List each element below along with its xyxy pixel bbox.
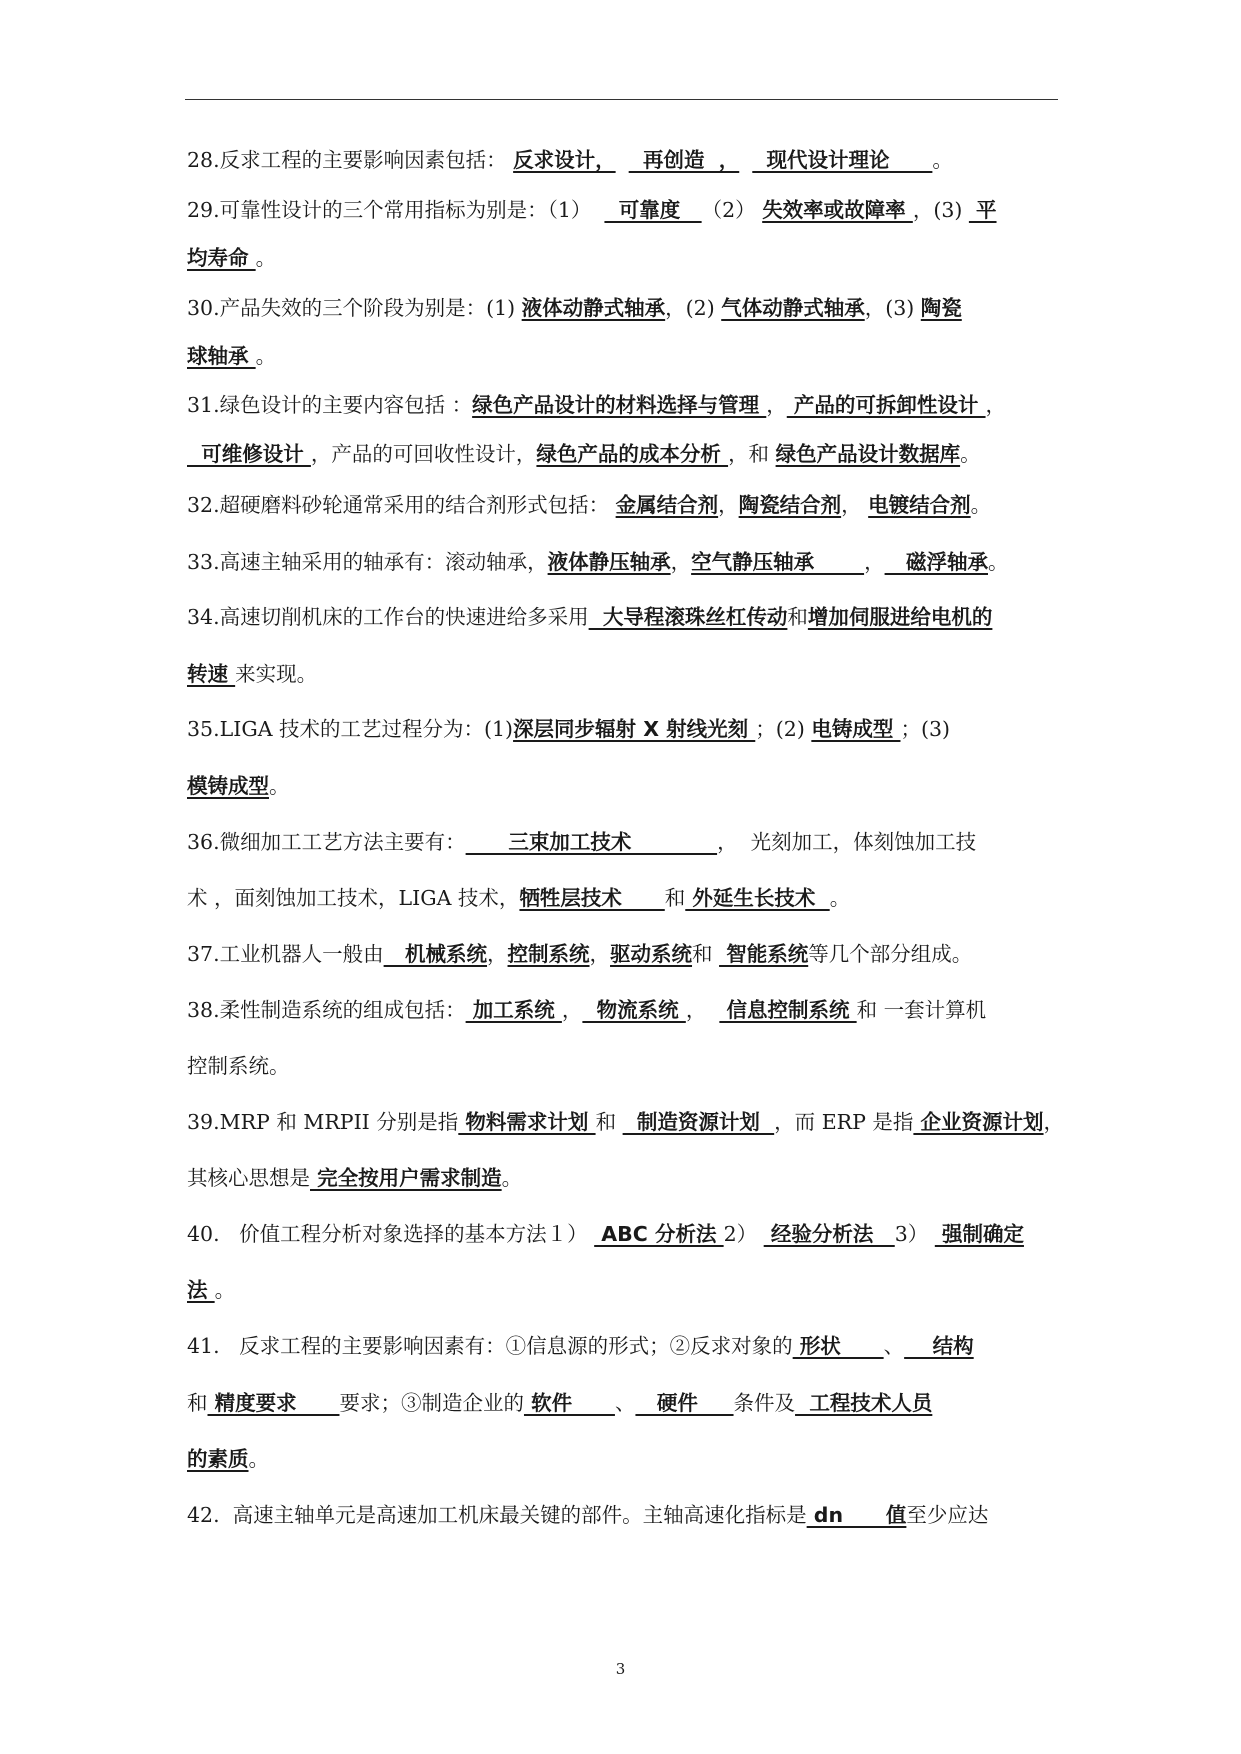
question-text: ；(2) bbox=[755, 717, 812, 741]
text-line bbox=[187, 1445, 269, 1473]
question-text: 来实现。 bbox=[235, 662, 318, 686]
answer-text: 绿色产品设计数据库 bbox=[775, 442, 961, 466]
question-text: （2） bbox=[701, 198, 763, 222]
text-line bbox=[187, 440, 981, 468]
text-line bbox=[187, 1164, 522, 1192]
answer-text: 信息控制系统 bbox=[719, 998, 857, 1022]
question-text: 和 一套计算机 bbox=[856, 998, 987, 1022]
question-text: ， 光刻加工，体刻蚀加工技 bbox=[717, 830, 977, 854]
answer-text: 三束加工技术 bbox=[465, 830, 718, 854]
question-text: 至少应达 bbox=[906, 1503, 989, 1527]
text-line bbox=[187, 146, 953, 174]
answer-text: 强制确定 bbox=[934, 1222, 1024, 1246]
answer-text: 转速 bbox=[187, 662, 236, 686]
answer-text: 牺牲层技术 bbox=[519, 886, 665, 910]
answer-text: 硬件 bbox=[635, 1391, 734, 1415]
text-line bbox=[187, 828, 976, 856]
answer-text: 反求设计， bbox=[513, 148, 616, 172]
answer-text: 法 bbox=[187, 1278, 215, 1302]
question-text: 。 bbox=[214, 1278, 236, 1302]
answer-text: 失效率或故障率 bbox=[762, 198, 913, 222]
answer-text: 制造资源计划 bbox=[622, 1110, 775, 1134]
answer-text: 智能系统 bbox=[719, 942, 809, 966]
answer-text: 绿色产品设计的材料选择与管理 bbox=[472, 393, 767, 417]
answer-text: 空气静压轴承 bbox=[691, 550, 865, 574]
answer-text: 液体动静式轴承 bbox=[521, 296, 666, 320]
question-text: 30.产品失效的三个阶段为别是：(1) bbox=[187, 296, 522, 320]
answer-text: 企业资源计划 bbox=[913, 1110, 1044, 1134]
question-text: ， bbox=[487, 942, 508, 966]
question-text: ，和 bbox=[728, 442, 776, 466]
answer-text: 平 bbox=[968, 198, 997, 222]
text-line bbox=[187, 603, 992, 631]
text-line bbox=[187, 996, 986, 1024]
text-line bbox=[187, 391, 1006, 419]
answer-text: 控制系统 bbox=[507, 942, 590, 966]
text-line bbox=[187, 1389, 932, 1417]
answer-text: 驱动系统 bbox=[610, 942, 693, 966]
question-text: 和 bbox=[692, 942, 720, 966]
text-line bbox=[187, 196, 997, 224]
question-text: 、 bbox=[614, 1391, 636, 1415]
answer-text: 物流系统 bbox=[582, 998, 686, 1022]
answer-text: 软件 bbox=[523, 1391, 615, 1415]
answer-text: dn 值 bbox=[806, 1503, 907, 1527]
question-text: 。 bbox=[960, 442, 981, 466]
text-line bbox=[187, 1276, 235, 1304]
text-line bbox=[187, 548, 1009, 576]
text-line bbox=[187, 342, 276, 370]
page-number: 3 bbox=[615, 1660, 626, 1678]
question-text: ，而 ERP 是指 bbox=[774, 1110, 914, 1134]
question-text: 32.超硬磨料砂轮通常采用的结合剂形式包括： bbox=[187, 493, 616, 517]
answer-text: 陶瓷结合剂 bbox=[738, 493, 842, 517]
text-line bbox=[187, 940, 972, 968]
answer-text: 机械系统 bbox=[383, 942, 488, 966]
answer-text: 形状 bbox=[792, 1334, 884, 1358]
question-text: 和 bbox=[187, 1391, 208, 1415]
answer-text: 产品的可拆卸性设计 bbox=[786, 393, 986, 417]
question-text: 要求；③制造企业的 bbox=[339, 1391, 524, 1415]
answer-text: 外延生长技术 bbox=[685, 886, 830, 910]
answer-text: 模铸成型 bbox=[187, 774, 269, 798]
question-text: ， bbox=[589, 942, 611, 966]
answer-text: 精度要求 bbox=[207, 1391, 340, 1415]
answer-text: ABC 分析法 bbox=[594, 1222, 724, 1246]
question-text: 。 bbox=[829, 886, 851, 910]
question-text: 和 bbox=[664, 886, 686, 910]
question-text: 36.微细加工工艺方法主要有： bbox=[187, 830, 466, 854]
question-text: ，产品的可回收性设计， bbox=[310, 442, 537, 466]
question-text: 40. 价值工程分析对象选择的基本方法１） bbox=[187, 1222, 595, 1246]
question-text: 2） bbox=[723, 1222, 764, 1246]
question-text: ，(3) bbox=[912, 198, 969, 222]
answer-text: 再创造 ， bbox=[628, 148, 740, 172]
question-text bbox=[739, 148, 752, 172]
question-text: ， bbox=[841, 493, 869, 517]
question-text: 。 bbox=[988, 550, 1009, 574]
question-text: 。 bbox=[255, 246, 277, 270]
answer-text: 深层同步辐射 X 射线光刻 bbox=[513, 717, 756, 741]
text-line bbox=[187, 884, 850, 912]
answer-text: 电铸成型 bbox=[811, 717, 901, 741]
answer-text: 球轴承 bbox=[187, 344, 256, 368]
answer-text: 可靠度 bbox=[604, 198, 702, 222]
question-text: 和 bbox=[787, 605, 808, 629]
question-text: 42. 高速主轴单元是高速加工机床最关键的部件。主轴高速化指标是 bbox=[187, 1503, 807, 1527]
text-line bbox=[187, 715, 950, 743]
answer-text: 增加伺服进给电机的 bbox=[807, 605, 993, 629]
answer-text: 工程技术人员 bbox=[795, 1391, 933, 1415]
question-text: ， bbox=[766, 393, 787, 417]
question-text: 条件及 bbox=[733, 1391, 796, 1415]
question-text: 3） bbox=[894, 1222, 935, 1246]
text-line bbox=[187, 772, 290, 800]
question-text: 。 bbox=[970, 493, 992, 517]
text-line bbox=[187, 244, 276, 272]
question-text: ， bbox=[670, 550, 692, 574]
text-line bbox=[187, 1052, 290, 1080]
question-text: 33.高速主轴采用的轴承有：滚动轴承， bbox=[187, 550, 548, 574]
question-text: ， bbox=[561, 998, 583, 1022]
question-text: 其核心思想是 bbox=[187, 1166, 310, 1190]
question-text: 31.绿色设计的主要内容包括 ： bbox=[187, 393, 473, 417]
answer-text: 的素质 bbox=[187, 1447, 249, 1471]
question-text: 28.反求工程的主要影响因素包括： bbox=[187, 148, 514, 172]
question-text: 等几个部分组成。 bbox=[808, 942, 973, 966]
question-text: 。 bbox=[248, 1447, 269, 1471]
question-text: ， bbox=[685, 998, 720, 1022]
question-text: 。 bbox=[932, 148, 953, 172]
answer-text: 经验分析法 bbox=[763, 1222, 895, 1246]
answer-text: 均寿命 bbox=[187, 246, 256, 270]
question-text: ， bbox=[1043, 1110, 1065, 1134]
answer-text: 完全按用户需求制造 bbox=[310, 1166, 502, 1190]
question-text: ，(3) bbox=[864, 296, 921, 320]
question-text: ，(2) bbox=[665, 296, 722, 320]
answer-text: 大导程滚珠丝杠传动 bbox=[588, 605, 788, 629]
question-text: 35.LIGA 技术的工艺过程分为：(1) bbox=[187, 717, 514, 741]
question-text: 41. 反求工程的主要影响因素有：①信息源的形式；②反求对象的 bbox=[187, 1334, 793, 1358]
question-text: 。 bbox=[501, 1166, 523, 1190]
answer-text: 绿色产品的成本分析 bbox=[536, 442, 729, 466]
question-text: 34.高速切削机床的工作台的快速进给多采用 bbox=[187, 605, 589, 629]
question-text: 、 bbox=[883, 1334, 905, 1358]
answer-text: 液体静压轴承 bbox=[547, 550, 671, 574]
question-text: ， bbox=[864, 550, 885, 574]
answer-text: 可维修设计 bbox=[187, 442, 311, 466]
question-text: 。 bbox=[255, 344, 277, 368]
answer-text: 结构 bbox=[904, 1334, 974, 1358]
answer-text: 现代设计理论 bbox=[752, 148, 933, 172]
question-text: 39.MRP 和 MRPII 分别是指 bbox=[187, 1110, 459, 1134]
answer-text: 加工系统 bbox=[465, 998, 562, 1022]
header-rule bbox=[185, 99, 1058, 100]
text-line bbox=[187, 294, 962, 322]
answer-text: 陶瓷 bbox=[920, 296, 962, 320]
answer-text: 电镀结合剂 bbox=[868, 493, 971, 517]
text-line bbox=[187, 660, 317, 688]
question-text: 。 bbox=[269, 774, 290, 798]
text-line bbox=[187, 491, 991, 519]
question-text: 控制系统。 bbox=[187, 1054, 290, 1078]
text-line bbox=[187, 1332, 974, 1360]
text-line bbox=[187, 1108, 1064, 1136]
text-line bbox=[187, 1220, 1024, 1248]
answer-text: 磁浮轴承 bbox=[884, 550, 988, 574]
question-text bbox=[616, 148, 629, 172]
question-text: 和 bbox=[595, 1110, 623, 1134]
answer-text: 金属结合剂 bbox=[615, 493, 719, 517]
question-text: 38.柔性制造系统的组成包括： bbox=[187, 998, 466, 1022]
question-text: 29.可靠性设计的三个常用指标为别是：（1） bbox=[187, 198, 605, 222]
question-text: ， bbox=[985, 393, 1007, 417]
question-text: 术 ，面刻蚀加工技术，LIGA 技术， bbox=[187, 886, 520, 910]
question-text: 37.工业机器人一般由 bbox=[187, 942, 384, 966]
answer-text: 气体动静式轴承 bbox=[721, 296, 865, 320]
answer-text: 物料需求计划 bbox=[458, 1110, 596, 1134]
text-line bbox=[187, 1501, 988, 1529]
question-text: ， bbox=[718, 493, 739, 517]
question-text: ；(3) bbox=[900, 717, 951, 741]
